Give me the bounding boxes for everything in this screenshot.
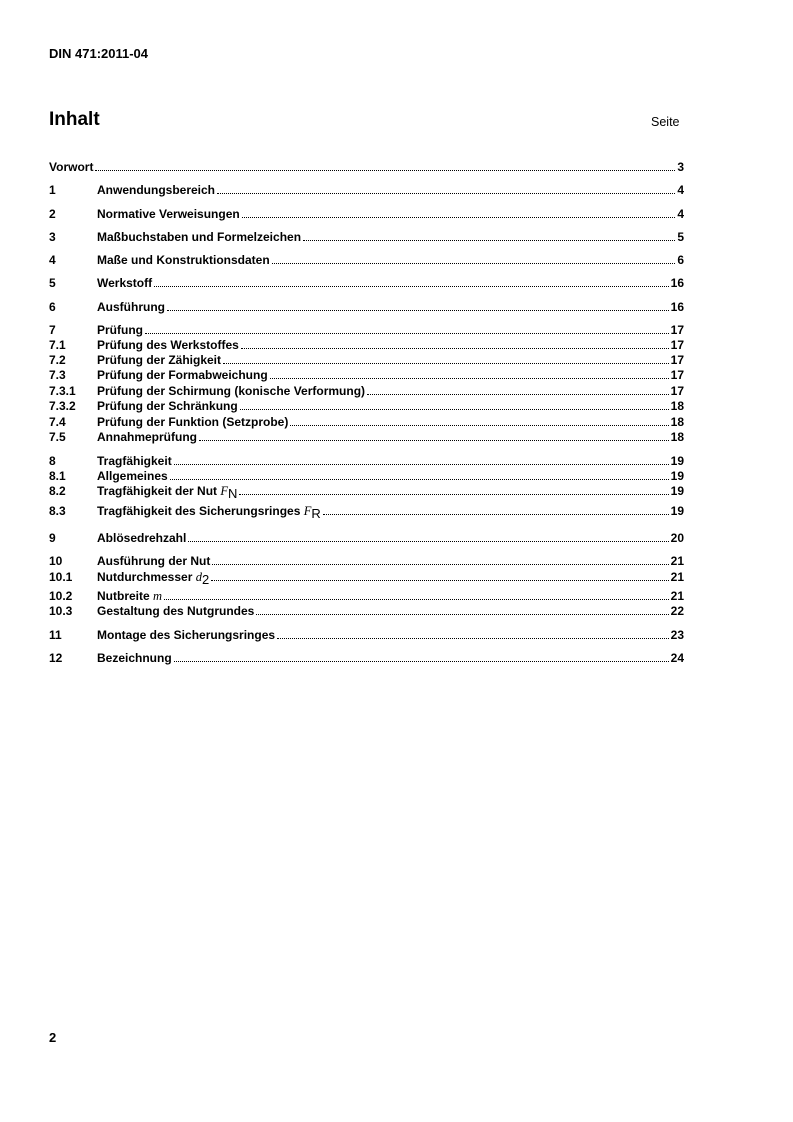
toc-entry-title <box>97 338 239 352</box>
dot-leader <box>95 169 675 171</box>
formula-subscript: 2 <box>201 572 210 587</box>
toc-entry-number: 12 <box>49 651 63 665</box>
toc-entry-page: 19 <box>670 454 684 468</box>
formula-symbol: F <box>220 484 229 498</box>
toc-entry[interactable] <box>49 299 684 314</box>
toc-entry[interactable] <box>49 530 684 545</box>
toc-entry-number: 7.1 <box>49 338 66 352</box>
toc-entry[interactable] <box>49 229 684 244</box>
toc-entry-title-text: Ausführung der Nut <box>97 554 211 568</box>
toc-entry[interactable] <box>49 453 684 468</box>
toc-entry-title-text: Vorwort <box>49 160 94 174</box>
toc-entry-title-text: Allgemeines <box>97 469 168 483</box>
formula-symbol: m <box>153 589 163 603</box>
toc-entry-number: 8 <box>49 454 56 468</box>
toc-entry-number: 7.3.2 <box>49 399 76 413</box>
toc-entry[interactable] <box>49 322 684 337</box>
toc-entry-number: 8.3 <box>49 504 66 518</box>
dot-leader <box>164 598 669 600</box>
toc-entry[interactable] <box>49 337 684 352</box>
toc-entry-title <box>97 399 238 413</box>
toc-entry-page: 22 <box>670 604 684 618</box>
toc-entry-title <box>97 253 270 267</box>
dot-leader <box>367 393 669 395</box>
toc-entry-title <box>97 415 288 429</box>
toc-entry-title-text: Normative Verweisungen <box>97 207 240 221</box>
toc-entry-number: 1 <box>49 183 56 197</box>
toc-entry[interactable] <box>49 367 684 382</box>
toc-entry-number: 8.2 <box>49 484 66 498</box>
toc-entry-title-text: Prüfung <box>97 323 143 337</box>
toc-entry-page: 17 <box>670 338 684 352</box>
toc-entry-page: 17 <box>670 323 684 337</box>
toc-entry-title-text: Gestaltung des Nutgrundes <box>97 604 255 618</box>
toc-heading: Inhalt <box>49 109 100 130</box>
toc-entry-title-text: Maße und Konstruktionsdaten <box>97 253 270 267</box>
toc-entry-title <box>97 353 221 367</box>
toc-entry[interactable] <box>49 206 684 221</box>
toc-entry[interactable] <box>49 182 684 197</box>
formula-symbol: F <box>303 504 312 518</box>
toc-entry-number: 7 <box>49 323 56 337</box>
dot-leader <box>256 613 668 615</box>
toc-entry-number: 6 <box>49 300 56 314</box>
toc-entry-number: 7.3.1 <box>49 384 76 398</box>
toc-entry-page: 5 <box>677 230 684 244</box>
dot-leader <box>242 216 676 218</box>
toc-entry-title-text: Nutbreite <box>97 589 150 603</box>
page-column-label: Seite <box>651 115 680 129</box>
dot-leader <box>272 262 676 264</box>
toc-entry-title <box>97 323 143 337</box>
toc-entry[interactable] <box>49 429 684 444</box>
document-id: DIN 471:2011-04 <box>49 46 149 61</box>
dot-leader <box>170 478 669 480</box>
toc-entry-title <box>97 430 197 444</box>
dot-leader <box>167 309 669 311</box>
toc-entry-number: 10 <box>49 554 63 568</box>
toc-entry-number: 7.3 <box>49 368 66 382</box>
toc-entry-title <box>49 160 93 174</box>
toc-entry[interactable] <box>49 603 684 618</box>
toc-entry-number: 10.1 <box>49 570 73 584</box>
dot-leader <box>270 377 669 379</box>
toc-entry-title <box>97 276 152 290</box>
dot-leader <box>145 332 669 334</box>
dot-leader <box>239 493 668 495</box>
toc-entry-title <box>97 604 254 618</box>
toc-entry-title-text: Prüfung der Zähigkeit <box>97 353 222 367</box>
toc-entry[interactable] <box>49 483 684 501</box>
toc-entry-title-text: Tragfähigkeit der Nut <box>97 484 218 498</box>
toc-entry-page: 23 <box>670 628 684 642</box>
toc-entry[interactable] <box>49 627 684 642</box>
toc-entry-title-text: Werkstoff <box>97 276 153 290</box>
dot-leader <box>290 424 668 426</box>
dot-leader <box>212 563 668 565</box>
toc-entry-title <box>97 531 186 545</box>
toc-entry-page: 17 <box>670 368 684 382</box>
toc-entry[interactable] <box>49 383 684 398</box>
toc-entry-title <box>97 570 210 587</box>
toc-entry-page: 20 <box>670 531 684 545</box>
toc-entry-page: 6 <box>677 253 684 267</box>
toc-entry-page: 17 <box>670 353 684 367</box>
toc-entry-page: 18 <box>670 430 684 444</box>
toc-entry-page: 24 <box>670 651 684 665</box>
toc-entry-title <box>97 589 162 603</box>
toc-entry-title <box>97 183 215 197</box>
dot-leader <box>217 192 675 194</box>
toc-entry-number: 7.4 <box>49 415 66 429</box>
toc-entry-title <box>97 207 240 221</box>
toc-entry-title <box>97 484 238 501</box>
dot-leader <box>223 362 669 364</box>
toc-entry-number: 7.2 <box>49 353 66 367</box>
toc-entry-number: 7.5 <box>49 430 66 444</box>
formula-symbol: d <box>195 570 202 584</box>
toc-entry-page: 18 <box>670 399 684 413</box>
toc-entry-title <box>97 504 321 521</box>
dot-leader <box>174 463 669 465</box>
toc-entry-page: 18 <box>670 415 684 429</box>
toc-entry-title-text: Ausführung <box>97 300 165 314</box>
toc-entry[interactable] <box>49 414 684 429</box>
dot-leader <box>303 239 675 241</box>
toc-entry-title-text: Prüfung des Werkstoffes <box>97 338 239 352</box>
toc-entry-page: 4 <box>677 207 684 221</box>
toc-entry[interactable] <box>49 468 684 483</box>
formula-subscript: N <box>228 486 238 501</box>
toc-entry-number: 10.2 <box>49 589 73 603</box>
toc-entry[interactable] <box>49 398 684 413</box>
toc-entry-title-text: Tragfähigkeit <box>97 454 172 468</box>
toc-entry-title-text: Annahmeprüfung <box>97 430 197 444</box>
dot-leader <box>277 637 669 639</box>
dot-leader <box>199 439 669 441</box>
toc-entry-title-text: Prüfung der Funktion (Setzprobe) <box>97 415 289 429</box>
toc-entry-page: 19 <box>670 504 684 518</box>
toc-entry[interactable] <box>49 275 684 290</box>
toc-entry-number: 8.1 <box>49 469 66 483</box>
dot-leader <box>323 513 669 515</box>
toc-entry[interactable] <box>49 252 684 267</box>
toc-entry-title-text: Ablösedrehzahl <box>97 531 187 545</box>
toc-entry-title-text: Montage des Sicherungsringes <box>97 628 276 642</box>
toc-entry-title <box>97 651 172 665</box>
toc-entry-number: 5 <box>49 276 56 290</box>
toc-entry[interactable] <box>49 159 684 174</box>
toc-entry[interactable] <box>49 588 684 603</box>
toc-entry-title-text: Prüfung der Formabweichung <box>97 368 268 382</box>
toc-entry-page: 17 <box>670 384 684 398</box>
page-number: 2 <box>49 1030 57 1045</box>
toc-entry[interactable] <box>49 553 684 568</box>
dot-leader <box>154 285 669 287</box>
toc-entry-page: 16 <box>670 300 684 314</box>
toc-entry[interactable] <box>49 503 684 521</box>
toc-entry-page: 21 <box>670 589 684 603</box>
toc-entry-page: 3 <box>677 160 684 174</box>
dot-leader <box>241 347 669 349</box>
toc-entry-title-text: Bezeichnung <box>97 651 172 665</box>
toc-entry-title <box>97 368 268 382</box>
toc-entry-page: 21 <box>670 554 684 568</box>
toc-entry-page: 19 <box>670 469 684 483</box>
toc-entry[interactable] <box>49 352 684 367</box>
dot-leader <box>211 579 668 581</box>
toc-entry-title-text: Prüfung der Schränkung <box>97 399 238 413</box>
toc-entry-page: 21 <box>670 570 684 584</box>
toc-entry-title <box>97 554 210 568</box>
toc-entry-page: 4 <box>677 183 684 197</box>
dot-leader <box>188 540 668 542</box>
toc-entry-title-text: Tragfähigkeit des Sicherungsringes <box>97 504 301 518</box>
toc-entry-page: 16 <box>670 276 684 290</box>
toc-entry-number: 11 <box>49 628 62 642</box>
dot-leader <box>240 408 669 410</box>
toc-entry-number: 2 <box>49 207 56 221</box>
toc-entry-title <box>97 469 168 483</box>
toc-entry-page: 19 <box>670 484 684 498</box>
toc-entry-title-text: Anwendungsbereich <box>97 183 216 197</box>
toc-entry[interactable] <box>49 650 684 665</box>
dot-leader <box>174 660 669 662</box>
toc-entry-number: 9 <box>49 531 56 545</box>
toc-entry-number: 3 <box>49 230 56 244</box>
toc-entry-title <box>97 628 275 642</box>
toc-entry-title <box>97 230 301 244</box>
toc-entry-title-text: Prüfung der Schirmung (konische Verformung) <box>97 384 366 398</box>
toc-entry-title <box>97 384 365 398</box>
toc-entry-title-text: Nutdurchmesser <box>97 570 193 584</box>
toc-entry-number: 4 <box>49 253 56 267</box>
toc-entry-title-text: Maßbuchstaben und Formelzeichen <box>97 230 302 244</box>
toc-entry-title <box>97 300 165 314</box>
toc-entry[interactable] <box>49 569 684 587</box>
toc-entry-title <box>97 454 172 468</box>
toc-entry-number: 10.3 <box>49 604 73 618</box>
formula-subscript: R <box>311 506 321 521</box>
